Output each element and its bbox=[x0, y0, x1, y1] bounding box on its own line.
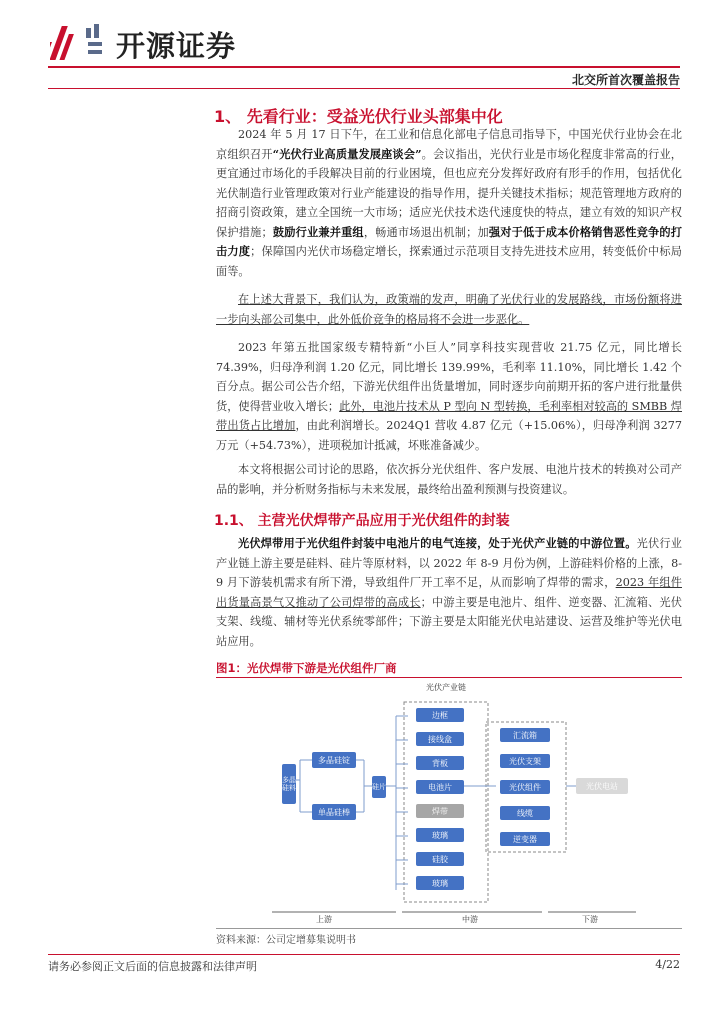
paragraph-4: 本文将根据公司讨论的思路，依次拆分光伏组件、客户发展、电池片技术的转换对公司产品的影响，并分析财务指标与未来发展，最终给出盈利预测与投资建议。 bbox=[216, 463, 682, 496]
wafer-box: 硅片 bbox=[372, 776, 386, 798]
upstream-label: 上游 bbox=[316, 915, 332, 924]
right-item-inverter: 逆变器 bbox=[500, 832, 550, 846]
downstream-label: 下游 bbox=[582, 915, 598, 924]
section-title: 1、 先看行业：受益光伏行业头部集中化 bbox=[214, 107, 503, 126]
power-station-box: 光伏电站 bbox=[576, 778, 628, 794]
para5-text-c: ；中游主要是电池片、组件、逆变器、汇流箱、光伏支架、线缆、辅材等光伏系统零部件；下游主要是太阳能光伏电站建设、运营及维护等光伏电站应用。 bbox=[216, 595, 682, 648]
para5-lead: 光伏焊带用于光伏组件封装中电池片的电气连接，处于光伏产业链的中游位置。 bbox=[238, 536, 637, 550]
mid-item-glass-2: 玻璃 bbox=[416, 876, 464, 890]
mid-item-glass: 玻璃 bbox=[416, 828, 464, 842]
brand-name: 开源证券 bbox=[116, 29, 237, 63]
para1-text-a: 2024 年 5 月 17 日下午，在工业和信息化部电子信息司指导下，中国光伏行业协会在北京组织召开 bbox=[216, 128, 682, 161]
para3-underline-b: 此外，电池片技术从 P 型向 N 型转换，毛利率相对较高的 SMBB 焊带出货占比增加 bbox=[216, 399, 682, 432]
brand-logo-icon bbox=[50, 20, 112, 66]
report-type: 北交所首次覆盖报告 bbox=[571, 73, 680, 87]
footer-rule bbox=[48, 954, 680, 955]
para5-text-a: 光伏行业产业链上游主要是硅料、硅片等原材料，以 2022 年 8-9 月份为例，上游硅料价格的上涨，8-9 月下游装机需求有所下滑，导致组件厂开工率不足，从而影响了焊带的需求， bbox=[216, 537, 682, 589]
industry-chain-diagram bbox=[216, 680, 682, 926]
raw-material-box: 多晶硅料 bbox=[282, 764, 296, 804]
right-item-module: 光伏组件 bbox=[500, 780, 550, 794]
paragraph-1 bbox=[216, 125, 682, 281]
mid-item-cell: 电池片 bbox=[416, 780, 464, 794]
paragraph-3 bbox=[216, 338, 682, 455]
poly-ingot-box: 多晶硅锭 bbox=[312, 752, 356, 768]
para1-text-g: ；保障国内光伏市场稳定增长，探索通过示范项目支持先进技术应用，转变低价中标局面等。 bbox=[216, 245, 682, 278]
figure-rule bbox=[216, 677, 682, 678]
footer-disclaimer: 请务必参阅正文后面的信息披露和法律声明 bbox=[48, 960, 257, 973]
header-rule-thin bbox=[48, 88, 680, 89]
paragraph-2: 在上述大背景下，我们认为，政策端的发声，明确了光伏行业的发展路线，市场份额将进一步向头部公司集中，此外低价竞争的格局将不会进一步恶化。 bbox=[216, 293, 682, 326]
midstream-label: 中游 bbox=[462, 915, 478, 924]
subsection-title: 1.1、 主营光伏焊带产品应用于光伏组件的封装 bbox=[214, 513, 510, 529]
para1-text-c: 。会议指出，光伏行业是市场化程度非常高的行业，更宜通过市场化的手段解决目前的行业困境，但也应充分发挥好政府有形手的作用，包括优化光伏制造行业管理政策对行业产能建设的指导作用，提升关键技术指标；规范管理地方政府的招商引资政策，建立全国统一大市场；适应光伏技术迭代速度快的特点，建立有效的知识产权保护措施； bbox=[216, 147, 682, 239]
para3-text-a: 2023 年第五批国家级专精特新“小巨人”同享科技实现营收 21.75 亿元，同比增长 74.39%，归母净利润 1.20 亿元，同比增长 139.99%，毛利率 11.10%，同比增长 1.42 个百分点。据公司公告介绍，下游光伏组件出货量增加，同时逐步向前期开拓的客户进行批量供货，使得营业收入增长； bbox=[216, 341, 682, 413]
mono-rod-box: 单晶硅棒 bbox=[312, 804, 356, 820]
para3-text-c: ，由此利润增长。2024Q1 营收 4.87 亿元（+15.06%），归母净利润 3277 万元（+54.73%），进项税加计抵减，坏账准备减少。 bbox=[216, 419, 682, 452]
para1-bold-b: “光伏行业高质量发展座谈会” bbox=[272, 146, 422, 161]
mid-item-frame: 边框 bbox=[416, 708, 464, 722]
right-item-mount: 光伏支架 bbox=[500, 754, 550, 768]
mid-item-backsheet: 背板 bbox=[416, 756, 464, 770]
right-item-combiner: 汇流箱 bbox=[500, 728, 550, 742]
mid-item-silicone: 硅胶 bbox=[416, 852, 464, 866]
figure-title: 图1：光伏焊带下游是光伏组件厂商 bbox=[216, 661, 397, 675]
figure-bottom-rule bbox=[216, 928, 682, 929]
header-rule bbox=[48, 66, 680, 68]
para1-bold-f: 强对于低于成本价格销售恶性竞争的打击力度 bbox=[216, 224, 682, 258]
right-item-cable: 线缆 bbox=[500, 806, 550, 820]
paragraph-5 bbox=[216, 534, 682, 651]
para1-bold-d: 鼓励行业兼并重组 bbox=[272, 224, 364, 239]
mid-item-junction-box: 接线盒 bbox=[416, 732, 464, 746]
mid-item-ribbon: 焊带 bbox=[416, 804, 464, 818]
figure-source: 资料来源：公司定增募集说明书 bbox=[216, 935, 356, 946]
para1-text-e: ，畅通市场退出机制；加 bbox=[363, 225, 489, 239]
para5-underline-b: 2023 年组件出货量高景气又推动了公司焊带的高成长 bbox=[216, 576, 682, 609]
diagram-title: 光伏产业链 bbox=[426, 683, 466, 692]
page-number: 4/22 bbox=[655, 958, 680, 971]
